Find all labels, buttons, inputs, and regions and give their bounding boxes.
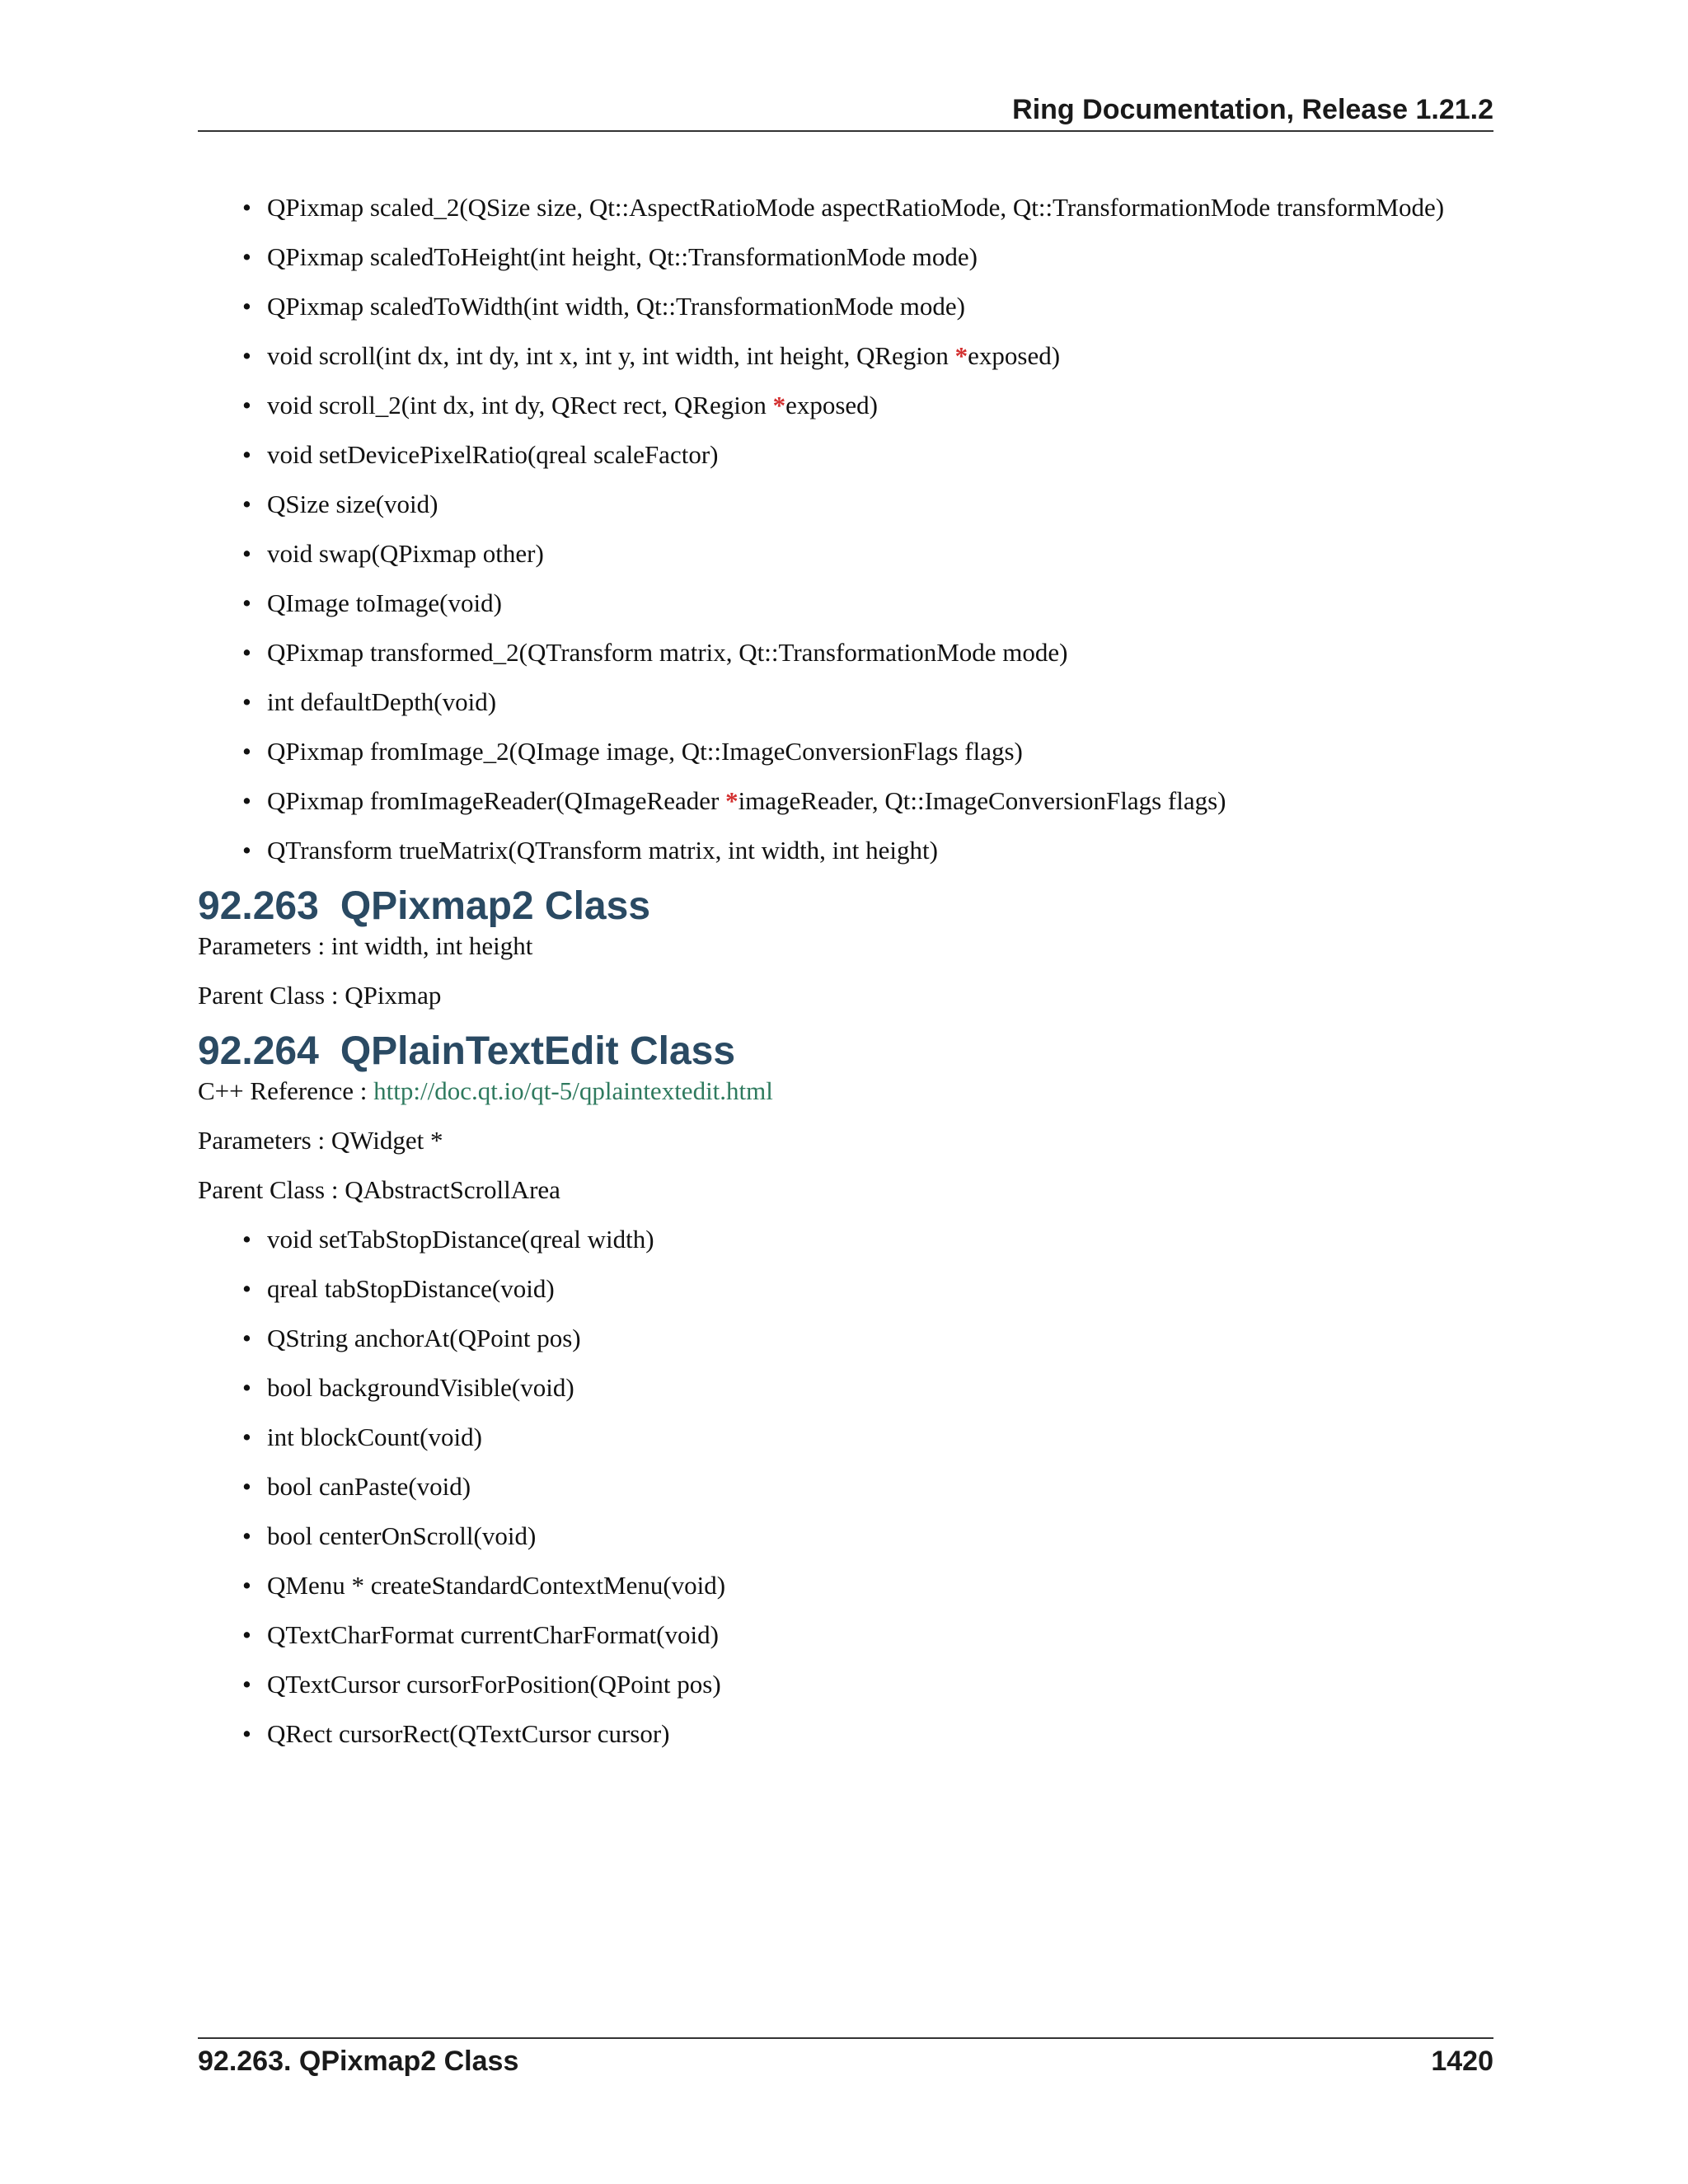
parameters-line <box>198 1124 1493 1157</box>
method-signature: QMenu * createStandardContextMenu(void) <box>267 1571 726 1600</box>
section-heading-qplaintextedit <box>198 1029 1493 1075</box>
pointer-asterisk: * <box>772 391 786 419</box>
cpp-reference-link[interactable]: http://doc.qt.io/qt-5/qplaintextedit.html <box>373 1076 773 1105</box>
method-item <box>242 1619 1493 1652</box>
bullet-icon: • <box>242 539 251 568</box>
bullet-icon: • <box>242 1670 251 1699</box>
section-number: 92.263 <box>198 884 319 928</box>
bullet-icon: • <box>242 490 251 518</box>
qpixmap-method-list <box>198 191 1493 867</box>
cpp-reference-line <box>198 1075 1493 1108</box>
bullet-icon: • <box>242 588 251 617</box>
bullet-icon: • <box>242 1225 251 1254</box>
method-item <box>242 1371 1493 1404</box>
parameters-label: Parameters : <box>198 1126 331 1155</box>
bullet-icon: • <box>242 687 251 716</box>
method-signature: bool backgroundVisible(void) <box>267 1373 574 1402</box>
method-signature-rest: exposed) <box>968 341 1061 370</box>
bullet-icon: • <box>242 341 251 370</box>
method-item <box>242 1223 1493 1256</box>
page-content <box>198 191 1493 1767</box>
running-header: Ring Documentation, Release 1.21.2 <box>1012 94 1493 125</box>
method-item <box>242 537 1493 570</box>
bullet-icon: • <box>242 638 251 667</box>
method-signature: bool canPaste(void) <box>267 1472 471 1501</box>
pointer-asterisk: * <box>725 786 738 815</box>
bullet-icon: • <box>242 292 251 321</box>
bullet-icon: • <box>242 1274 251 1303</box>
method-item <box>242 1520 1493 1553</box>
method-item <box>242 1668 1493 1701</box>
bullet-icon: • <box>242 242 251 271</box>
bullet-icon: • <box>242 440 251 469</box>
footer-section-title: 92.263. QPixmap2 Class <box>198 2046 519 2077</box>
parameters-value: int width, int height <box>331 931 533 960</box>
method-signature: QSize size(void) <box>267 490 438 518</box>
method-item <box>242 1322 1493 1355</box>
method-item <box>242 488 1493 521</box>
method-item <box>242 1569 1493 1602</box>
parent-class-line <box>198 1174 1493 1207</box>
bullet-icon: • <box>242 1620 251 1649</box>
header-divider <box>198 130 1493 132</box>
method-signature: bool centerOnScroll(void) <box>267 1521 537 1550</box>
pointer-asterisk: * <box>954 341 968 370</box>
method-signature: void setDevicePixelRatio(qreal scaleFactor) <box>267 440 719 469</box>
bullet-icon: • <box>242 1521 251 1550</box>
bullet-icon: • <box>242 786 251 815</box>
method-signature: QPixmap fromImage_2(QImage image, Qt::ImageConversionFlags flags) <box>267 737 1023 766</box>
method-item <box>242 389 1493 422</box>
method-signature: QPixmap fromImageReader(QImageReader <box>267 786 726 815</box>
bullet-icon: • <box>242 193 251 222</box>
method-signature: QString anchorAt(QPoint pos) <box>267 1324 581 1352</box>
method-item <box>242 1470 1493 1503</box>
parameters-line <box>198 930 1493 963</box>
method-signature: void swap(QPixmap other) <box>267 539 544 568</box>
method-item <box>242 241 1493 274</box>
method-item <box>242 438 1493 471</box>
document-page <box>198 0 1493 2184</box>
bullet-icon: • <box>242 1719 251 1748</box>
method-signature: QPixmap scaledToHeight(int height, Qt::TransformationMode mode) <box>267 242 978 271</box>
method-item <box>242 1718 1493 1750</box>
parent-class-line <box>198 979 1493 1012</box>
parent-class-value: QPixmap <box>345 981 442 1010</box>
method-signature: QImage toImage(void) <box>267 588 502 617</box>
method-item <box>242 735 1493 768</box>
method-signature: qreal tabStopDistance(void) <box>267 1274 555 1303</box>
method-signature: QPixmap scaled_2(QSize size, Qt::AspectRatioMode aspectRatioMode, Qt::TransformationMode transformMode) <box>267 193 1445 222</box>
bullet-icon: • <box>242 1373 251 1402</box>
footer-divider <box>198 2037 1493 2039</box>
bullet-icon: • <box>242 391 251 419</box>
method-item <box>242 191 1493 224</box>
method-signature: void scroll(int dx, int dy, int x, int y, int width, int height, QRegion <box>267 341 955 370</box>
cpp-reference-label: C++ Reference : <box>198 1076 374 1105</box>
method-signature: QPixmap scaledToWidth(int width, Qt::TransformationMode mode) <box>267 292 965 321</box>
method-item <box>242 1421 1493 1454</box>
method-item <box>242 636 1493 669</box>
method-item <box>242 1272 1493 1305</box>
method-signature: QTextCharFormat currentCharFormat(void) <box>267 1620 719 1649</box>
method-signature: int defaultDepth(void) <box>267 687 497 716</box>
bullet-icon: • <box>242 1571 251 1600</box>
parent-class-label: Parent Class : <box>198 1175 345 1204</box>
bullet-icon: • <box>242 1472 251 1501</box>
parent-class-value: QAbstractScrollArea <box>345 1175 560 1204</box>
section-title: QPixmap2 Class <box>340 884 651 928</box>
bullet-icon: • <box>242 836 251 865</box>
method-signature: void scroll_2(int dx, int dy, QRect rect, QRegion <box>267 391 773 419</box>
method-signature: int blockCount(void) <box>267 1422 482 1451</box>
page-number: 1420 <box>1431 2046 1493 2077</box>
parent-class-label: Parent Class : <box>198 981 345 1010</box>
method-item <box>242 290 1493 323</box>
method-signature-rest: imageReader, Qt::ImageConversionFlags flags) <box>738 786 1226 815</box>
method-signature: QTransform trueMatrix(QTransform matrix, int width, int height) <box>267 836 938 865</box>
method-signature: QPixmap transformed_2(QTransform matrix, Qt::TransformationMode mode) <box>267 638 1068 667</box>
bullet-icon: • <box>242 737 251 766</box>
method-item <box>242 587 1493 620</box>
method-signature: void setTabStopDistance(qreal width) <box>267 1225 654 1254</box>
method-signature: QRect cursorRect(QTextCursor cursor) <box>267 1719 670 1748</box>
section-number: 92.264 <box>198 1029 319 1073</box>
section-heading-qpixmap2 <box>198 883 1493 930</box>
qplaintextedit-method-list <box>198 1223 1493 1750</box>
section-title: QPlainTextEdit Class <box>340 1029 736 1073</box>
running-footer <box>198 2046 1493 2078</box>
method-item <box>242 686 1493 719</box>
bullet-icon: • <box>242 1422 251 1451</box>
bullet-icon: • <box>242 1324 251 1352</box>
parameters-value: QWidget * <box>331 1126 443 1155</box>
method-item <box>242 834 1493 867</box>
method-item <box>242 340 1493 373</box>
method-signature-rest: exposed) <box>785 391 878 419</box>
method-item <box>242 785 1493 818</box>
parameters-label: Parameters : <box>198 931 331 960</box>
method-signature: QTextCursor cursorForPosition(QPoint pos) <box>267 1670 721 1699</box>
